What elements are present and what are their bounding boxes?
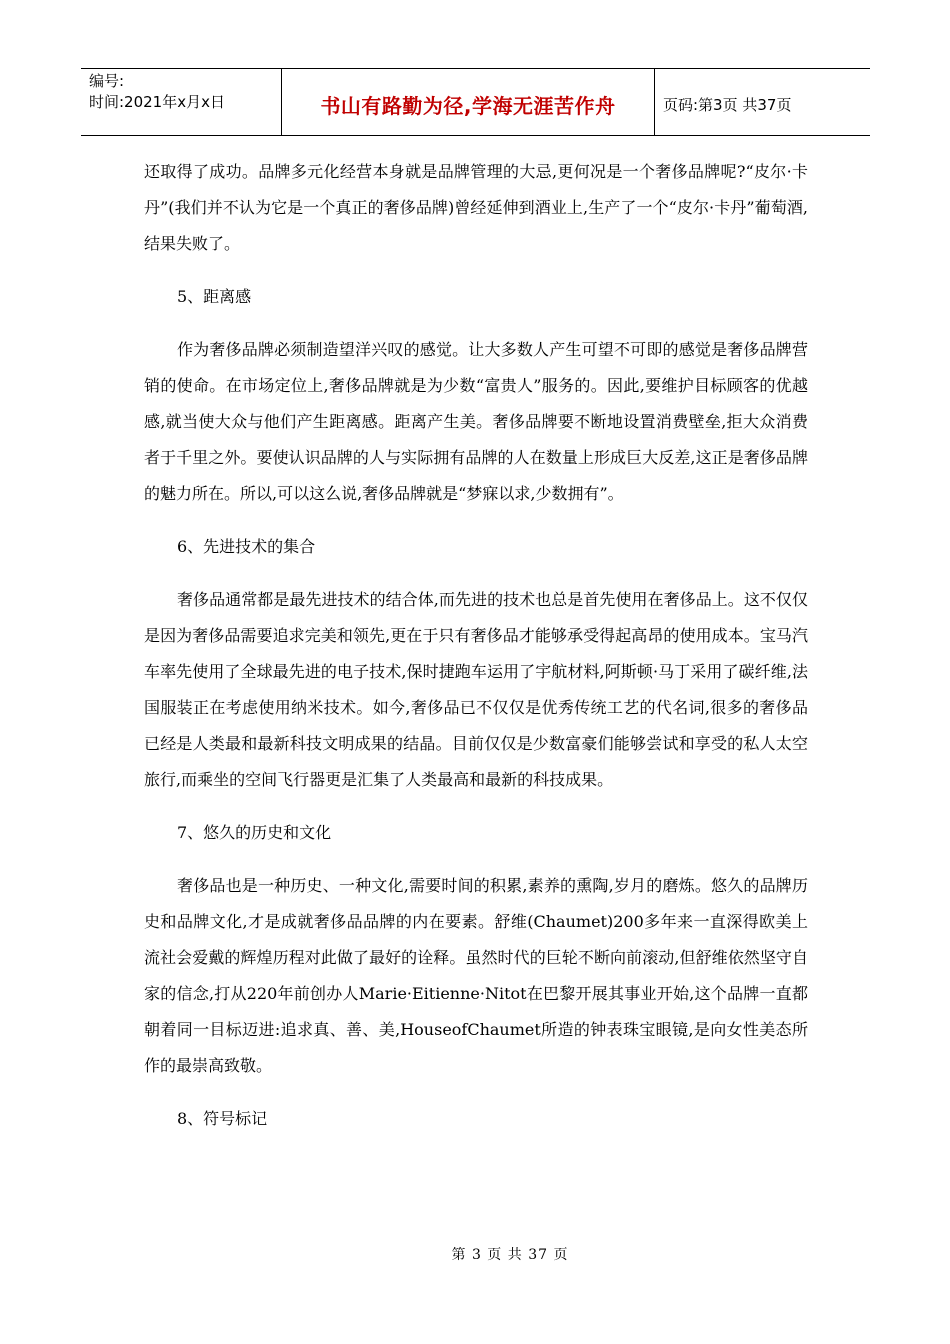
body-paragraph: 奢侈品也是一种历史、一种文化,需要时间的积累,素养的熏陶,岁月的磨炼。悠久的品牌历史和品牌文化,才是成就奢侈品品牌的内在要素。舒维(Chaumet)200多年来一直深得欧美上流社会爱戴的辉煌历程对此做了最好的诠释。虽然时代的巨轮不断向前滚动,但舒维依然坚守自家的信念,打从220年前创办人Marie·Eitienne·Nitot在巴黎开展其事业开始,这个品牌一直都朝着同一目标迈进:追求真、善、美,HouseofChaumet所造的钟表珠宝眼镜,是向女性美态所作的最崇高致敬。 (144, 876, 808, 1075)
header-page-number: 页码:第3页 共37页 (663, 95, 792, 114)
document-body (144, 154, 808, 1154)
body-paragraph: 作为奢侈品牌必须制造望洋兴叹的感觉。让大多数人产生可望不可即的感觉是奢侈品牌营销的使命。在市场定位上,奢侈品牌就是为少数“富贵人”服务的。因此,要维护目标顾客的优越感,就当使大众与他们产生距离感。距离产生美。奢侈品牌要不断地设置消费壁垒,拒大众消费者于千里之外。要使认识品牌的人与实际拥有品牌的人在数量上形成巨大反差,这正是奢侈品牌的魅力所在。所以,可以这么说,奢侈品牌就是“梦寐以求,少数拥有”。 (144, 340, 808, 503)
header-motto: 书山有路勤为径,学海无涯苦作舟 (320, 93, 616, 118)
header-motto-cell (282, 69, 655, 135)
header-page-cell (655, 69, 870, 135)
section-heading: 7、悠久的历史和文化 (177, 823, 332, 842)
section-heading: 8、符号标记 (177, 1109, 268, 1128)
body-paragraph: 还取得了成功。品牌多元化经营本身就是品牌管理的大忌,更何况是一个奢侈品牌呢?“皮尔·卡丹”(我们并不认为它是一个真正的奢侈品牌)曾经延伸到酒业上,生产了一个“皮尔·卡丹”葡萄酒,结果失败了。 (144, 162, 808, 253)
section-heading: 6、先进技术的集合 (177, 537, 316, 556)
page-footer: 第 3 页 共 37 页 (451, 1247, 569, 1263)
section-heading: 5、距离感 (177, 287, 252, 306)
page-header (81, 68, 870, 136)
document-number-label: 编号: (89, 72, 125, 90)
body-paragraph: 奢侈品通常都是最先进技术的结合体,而先进的技术也总是首先使用在奢侈品上。这不仅仅是因为奢侈品需要追求完美和领先,更在于只有奢侈品才能够承受得起高昂的使用成本。宝马汽车率先使用了全球最先进的电子技术,保时捷跑车运用了宇航材料,阿斯顿·马丁采用了碳纤维,法国服装正在考虑使用纳米技术。如今,奢侈品已不仅仅是优秀传统工艺的代名词,很多的奢侈品已经是人类最和最新科技文明成果的结晶。目前仅仅是少数富豪们能够尝试和享受的私人太空旅行,而乘坐的空间飞行器更是汇集了人类最高和最新的科技成果。 (144, 590, 808, 789)
header-info-cell (81, 69, 282, 135)
document-time-label: 时间:2021年x月x日 (89, 93, 225, 111)
